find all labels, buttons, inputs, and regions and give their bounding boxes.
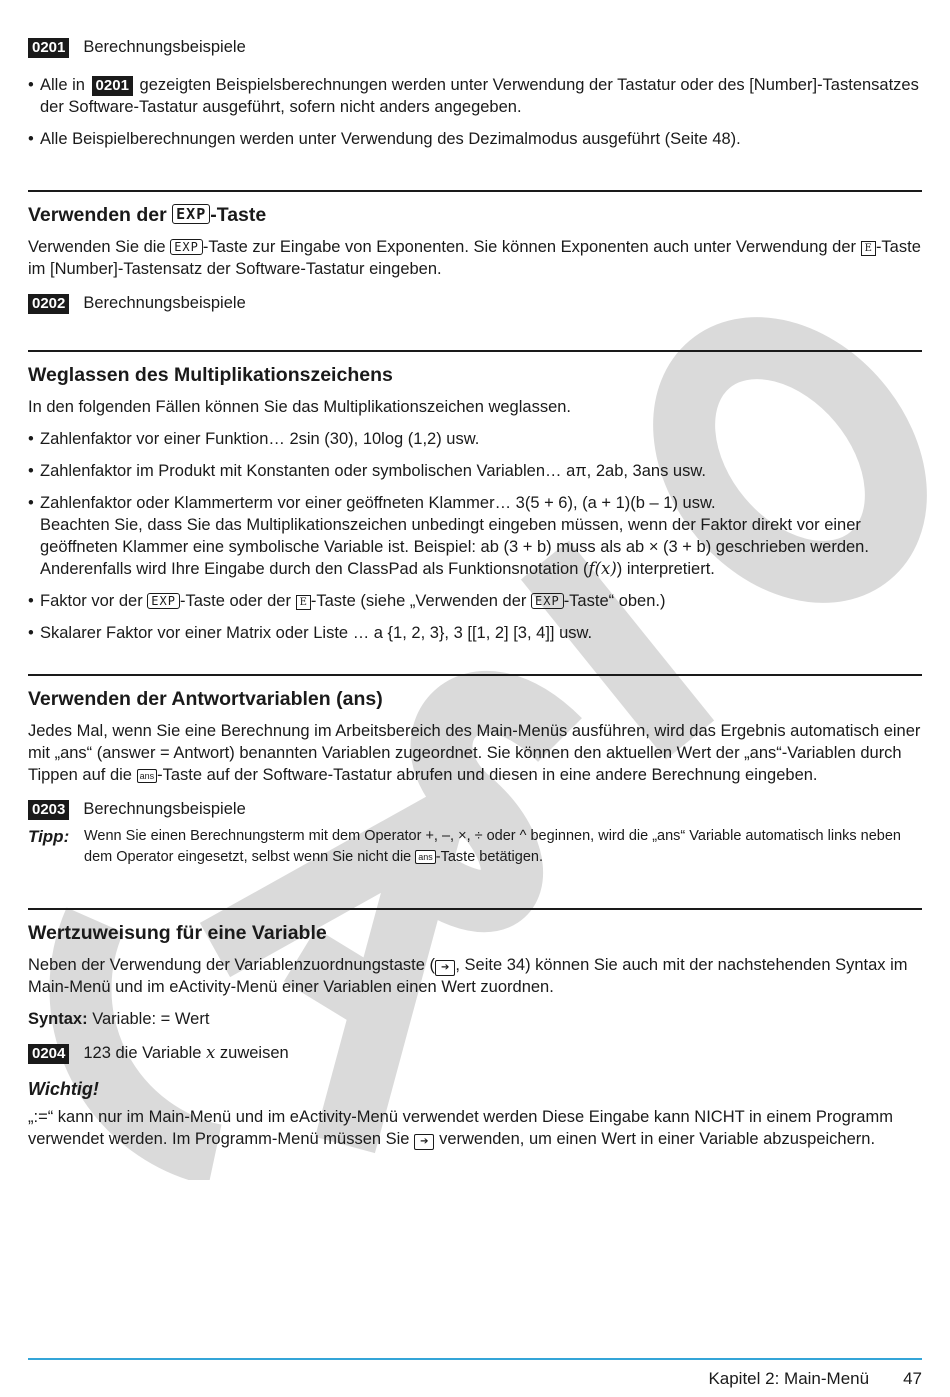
exp-key-icon: EXP xyxy=(172,204,210,224)
text: -Taste zur Eingabe von Exponenten. Sie können Exponenten auch unter Verwendung der xyxy=(202,238,857,256)
intro-bullets xyxy=(28,74,922,150)
text: -Taste“ oben.) xyxy=(563,592,666,610)
text: , Seite 34) können Sie auch mit der nachstehenden Syntax im Main-Menü und im eActivity-Menü einer Variablen einen Wert zuordnen. xyxy=(28,956,908,996)
section-divider xyxy=(28,190,922,192)
store-arrow-key-icon: ➔ xyxy=(414,1134,434,1150)
math-text: x xyxy=(206,1043,216,1062)
syntax-label: Syntax: xyxy=(28,1010,88,1028)
title-text: -Taste xyxy=(210,204,267,226)
text: Zahlenfaktor oder Klammerterm vor einer geöffneten Klammer… 3(5 + 6), (a + 1)(b – 1) usw. xyxy=(40,494,716,512)
paragraph xyxy=(28,954,922,998)
paragraph: In den folgenden Fällen können Sie das Multiplikationszeichen weglassen. xyxy=(28,398,572,416)
exp-key-icon: EXP xyxy=(147,593,180,609)
exp-key-icon: EXP xyxy=(531,593,564,609)
list-item xyxy=(28,590,922,612)
example-0201 xyxy=(28,36,922,60)
section-title-exp xyxy=(28,202,922,228)
example-0204 xyxy=(28,1042,922,1066)
example-tag: 0204 xyxy=(28,1044,69,1064)
text: verwenden, um einen Wert in einer Variable abzuspeichern. xyxy=(439,1130,876,1148)
example-label: Berechnungsbeispiele xyxy=(83,294,246,312)
page-number: 47 xyxy=(903,1369,922,1388)
tip-label: Tipp: xyxy=(28,827,70,846)
text: -Taste im [Number]-Tastensatz der Software-Tastatur eingeben. xyxy=(28,238,921,278)
text: Verwenden Sie die xyxy=(28,238,166,256)
section-title-mult: Weglassen des Multiplikationszeichens xyxy=(28,364,393,386)
text: Faktor vor der xyxy=(40,592,143,610)
text: Wenn Sie einen Berechnungsterm mit dem Operator +, –, ×, ÷ oder ^ beginnen, wird die „ans“ Variable automatisch links neben dem Operator eingesetzt, selbst wenn Sie nicht die xyxy=(84,828,901,865)
mult-bullets xyxy=(28,428,922,644)
example-0203 xyxy=(28,798,922,822)
text: ) interpretiert. xyxy=(616,560,715,578)
section-title-var: Wertzuweisung für eine Variable xyxy=(28,922,327,944)
text: Neben der Verwendung der Variablenzuordnungstaste ( xyxy=(28,956,435,974)
bullet-text: Alle in xyxy=(40,76,85,94)
syntax-line xyxy=(28,1008,922,1030)
example-label: Berechnungsbeispiele xyxy=(83,800,246,818)
text: -Taste betätigen. xyxy=(435,849,543,865)
text: 123 die Variable xyxy=(83,1044,202,1062)
text: -Taste (siehe „Verwenden der xyxy=(310,592,527,610)
paragraph xyxy=(28,236,922,280)
text: Jedes Mal, wenn Sie eine Berechnung im Arbeitsbereich des Main-Menüs ausführen, wird das Ergebnis automatisch einer mit „ans“ (answer = Antwort) benannten Variablen zugeordnet. Sie können den aktuellen Wert der „ans“-Variablen durch Tippen auf die xyxy=(28,722,921,784)
example-0202 xyxy=(28,292,922,316)
section-divider xyxy=(28,908,922,910)
example-label: Berechnungsbeispiele xyxy=(83,38,246,56)
text: „:=“ kann nur im Main-Menü und im eActivity-Menü verwendet werden Diese Eingabe kann NICHT in einem Programm verwendet werden. Im Programm-Menü müssen Sie xyxy=(28,1108,893,1148)
list-item xyxy=(28,492,922,580)
e-key-icon: E xyxy=(296,595,311,610)
paragraph xyxy=(28,1106,922,1150)
list-item xyxy=(28,74,922,118)
list-item: • Alle Beispielberechnungen werden unter Verwendung des Dezimalmodus ausgeführt (Seite 48). xyxy=(28,128,922,150)
section-divider xyxy=(28,350,922,352)
ans-key-icon: ans xyxy=(415,850,436,864)
example-tag: 0201 xyxy=(28,38,69,58)
tip-box xyxy=(28,826,922,868)
paragraph xyxy=(28,720,922,786)
page-content xyxy=(28,36,922,1150)
text: Beachten Sie, dass Sie das Multiplikationszeichen unbedingt eingeben müssen, wenn der Faktor direkt vor einer geöffneten Klammer eine symbolische Variable ist. Beispiel: ab (3 + b) muss als ab × (3 + b) geschrieben werden. Anderenfalls wird Ihre Eingabe durch den ClassPad als Funktionsnotation ( xyxy=(40,516,869,578)
page-footer xyxy=(708,1368,922,1390)
list-item: • Skalarer Faktor vor einer Matrix oder Liste … a {1, 2, 3}, 3 [[1, 2] [3, 4]] usw. xyxy=(28,622,922,644)
footer-rule xyxy=(28,1358,922,1360)
text: -Taste auf der Software-Tastatur abrufen und diesen in eine andere Berechnung eingeben. xyxy=(157,766,818,784)
section-divider xyxy=(28,674,922,676)
important-heading: Wichtig! xyxy=(28,1079,99,1099)
example-tag: 0203 xyxy=(28,800,69,820)
chapter-label: Kapitel 2: Main-Menü xyxy=(708,1369,870,1388)
text: -Taste oder der xyxy=(179,592,291,610)
tip-text xyxy=(84,826,922,868)
example-tag: 0202 xyxy=(28,294,69,314)
syntax-value: Variable: = Wert xyxy=(92,1010,210,1028)
exp-key-icon: EXP xyxy=(170,239,203,255)
section-title-ans: Verwenden der Antwortvariablen (ans) xyxy=(28,688,383,710)
e-key-icon: E xyxy=(861,241,876,256)
text: zuweisen xyxy=(219,1044,289,1062)
ans-key-icon: ans xyxy=(137,769,158,783)
example-ref-tag: 0201 xyxy=(92,76,133,96)
math-text: f(x) xyxy=(588,559,617,578)
list-item: • Zahlenfaktor vor einer Funktion… 2sin (30), 10log (1,2) usw. xyxy=(28,428,922,450)
bullet-text: gezeigten Beispielsberechnungen werden unter Verwendung der Tastatur oder des [Number]-Tastensatzes der Software-Tastatur ausgeführt, sofern nicht anders angegeben. xyxy=(40,76,919,116)
title-text: Verwenden der xyxy=(28,204,167,226)
store-arrow-key-icon: ➔ xyxy=(435,960,455,976)
list-item: • Zahlenfaktor im Produkt mit Konstanten oder symbolischen Variablen… aπ, 2ab, 3ans usw. xyxy=(28,460,922,482)
